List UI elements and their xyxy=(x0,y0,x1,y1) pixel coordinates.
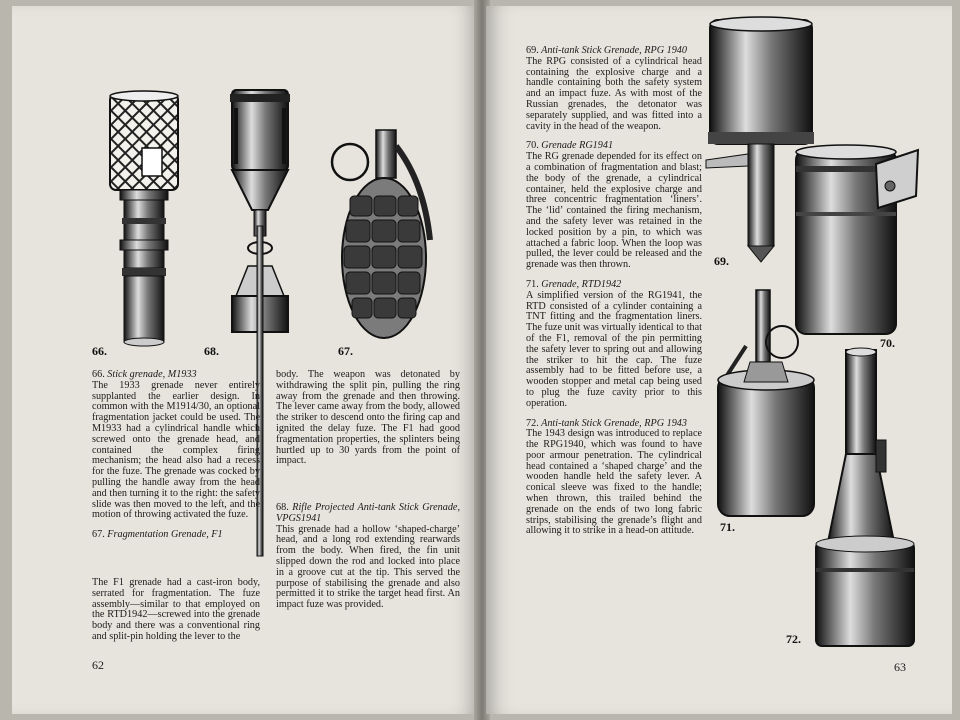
page-number-left: 62 xyxy=(92,658,104,672)
figure-label-66: 66. xyxy=(92,344,107,358)
figure-label-72: 72. xyxy=(786,632,801,646)
entry-72-title: Anti-tank Stick Grenade, RPG 1943 xyxy=(541,417,687,429)
entry-71-title: Grenade, RTD1942 xyxy=(541,278,622,290)
entry-68-body: This grenade had a hollow ‘shaped-charge’ head, and a long rod extending rearwards from the body. When fired, the fin unit slipped down the rod and locked into place in a groove cut at the tip. This served the purpose of stabilising the grenade and also permitted it to strike the target head first. An impact fuze was provided. xyxy=(276,523,460,611)
entry-66-body: The 1933 grenade never entirely supplanted the earlier design. In common with the M1914/30, an optional fragmentation jacket could be used. The M1933 had a cylindrical handle which screwed onto the grenade head, and contained the complex firing mechanism; the head also had a recess for the fuze. The grenade was cocked by pulling the handle away from the head and then turning it to the right: the safety slide was then moved to the left, and the motion of throwing activated the fuze. xyxy=(92,379,260,521)
entry-72-body: The 1943 design was introduced to replace the RPG1940, which was found to have poor armour penetration. The cylindrical head contained a ‘shaped charge’ and the wooden handle held the safety lever. A conical sleeve was fixed to the handle; when thrown, this trailed behind the grenade on the ends of two long fabric strips, stabilising the grenade’s flight and allowing it to strike in a head-on attitude. xyxy=(526,428,702,537)
entry-71-number: 71. xyxy=(526,278,539,290)
entry-70 xyxy=(526,141,702,271)
right-page xyxy=(486,6,952,714)
entry-68 xyxy=(276,503,460,611)
entry-69-body: The RPG consisted of a cylindrical head containing the explosive charge and a handle containing both the safety system and an impact fuze. As with most of the Russian grenades, the detonator was separately supplied, and was fitted into a cavity in the head of the weapon. xyxy=(526,55,702,132)
figure-label-70: 70. xyxy=(880,336,895,350)
entry-67-body-continued: body. The weapon was detonated by withdrawing the split pin, pulling the ring away from the grenade and then throwing. The lever came away from the body, allowed the striker to descend onto the firing cap and ignited the delay fuze. The F1 had good fragmentation properties, the splinters being hurtled up to 30 yards from the point of impact. xyxy=(276,370,460,467)
entry-70-number: 70. xyxy=(526,140,539,152)
left-page xyxy=(12,6,478,714)
entry-69 xyxy=(526,46,702,132)
entry-72 xyxy=(526,419,702,538)
entry-69-title: Anti-tank Stick Grenade, RPG 1940 xyxy=(541,45,687,56)
figure-71-illustration xyxy=(712,286,822,522)
entry-71 xyxy=(526,280,702,410)
figure-66-illustration xyxy=(104,88,184,348)
entry-69-number: 69. xyxy=(526,45,539,56)
figure-label-68: 68. xyxy=(204,344,219,358)
entry-67-start xyxy=(92,530,260,541)
right-page-text-column xyxy=(526,46,702,546)
entry-67-continued xyxy=(276,370,460,494)
entry-67-body: The F1 grenade had a cast-iron body, serrated for fragmentation. The fuze assembly—similar to that employed on the RTD1942—screwed into the grenade body and there was a conventional ring and split-pin holding the lever to the xyxy=(92,578,260,642)
entry-72-number: 72. xyxy=(526,417,539,429)
entry-70-title: Grenade RG1941 xyxy=(541,140,614,152)
figure-label-71: 71. xyxy=(720,520,735,534)
left-page-column-1-lower xyxy=(92,578,260,650)
left-page-column-2 xyxy=(276,370,460,620)
figure-label-67: 67. xyxy=(338,344,353,358)
figure-label-69: 69. xyxy=(714,254,729,268)
entry-66-number: 66. xyxy=(92,369,105,380)
entry-67-number: 67. xyxy=(92,529,105,541)
entry-66 xyxy=(92,370,260,521)
entry-68-number: 68. xyxy=(276,502,289,513)
entry-71-body: A simplified version of the RG1941, the RTD consisted of a cylinder containing a TNT fitting and the fragmentation liners. The fuze unit was virtually identical to that of the F1, removal of the pin permitting the safety lever to spring out and allowing the striker to hit the cap. The fuze assembly had to be fitted before use, a wooden stopper and metal cap being used to plug the fuze cavity prior to this operation. xyxy=(526,289,702,409)
figure-67-illustration xyxy=(328,122,438,346)
entry-66-title: Stick grenade, M1933 xyxy=(107,369,197,380)
figure-72-illustration xyxy=(814,346,918,652)
page-number-right: 63 xyxy=(894,660,906,674)
left-page-column-1 xyxy=(92,370,260,550)
entry-67-title: Fragmentation Grenade, F1 xyxy=(107,529,223,541)
entry-68-title: Rifle Projected Anti-tank Stick Grenade, VPGS1941 xyxy=(276,502,461,524)
entry-70-body: The RG grenade depended for its effect on a combination of fragmentation and blast; the body of the grenade, a cylindrical container, held the explosive charge and three concentric fragmentation ‘liners’. The ‘lid’ contained the firing mechanism, and the safety lever was retained in the locked position by a pin, to which was attached a fabric loop. When the loop was pulled, the lever could be released and the grenade was then thrown. xyxy=(526,151,702,271)
